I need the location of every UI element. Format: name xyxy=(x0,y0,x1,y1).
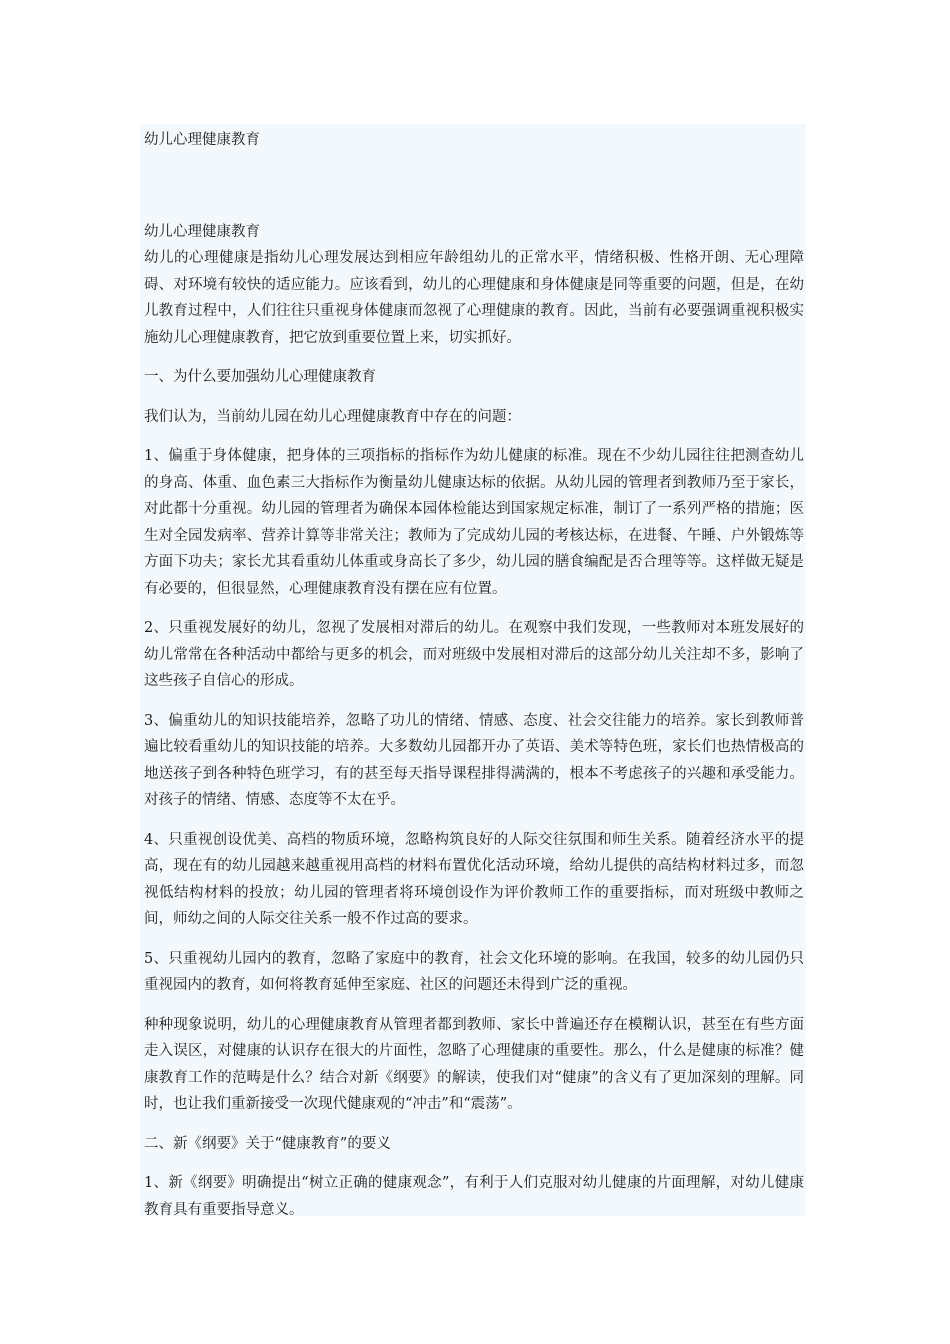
section-2-point-1: 1、新《纲要》明确提出“树立正确的健康观念”，有利于人们克服对幼儿健康的片面理解，对幼儿健康教育具有重要指导意义。 xyxy=(144,1175,804,1218)
section-1-summary: 种种现象说明，幼儿的心理健康教育从管理者都到教师、家长中普遍还存在模糊认识，甚至在有些方面走入误区，对健康的认识存在很大的片面性，忽略了心理健康的重要性。那么，什么是健康的标准？健康教育工作的范畴是什么？结合对新《纲要》的解读，使我们对“健康”的含义有了更加深刻的理解。同时，也让我们重新接受一次现代健康观的“冲击”和“震荡”。 xyxy=(144,1016,804,1112)
section-1-point-3: 3、偏重幼儿的知识技能培养，忽略了功儿的情绪、情感、态度、社会交往能力的培养。家长到教师普遍比较看重幼儿的知识技能的培养。大多数幼儿园都开办了英语、美术等特色班，家长们也热情极高的地送孩子到各种特色班学习，有的甚至每天指导课程排得满满的，根本不考虑孩子的兴趣和承受能力。对孩子的情绪、情感、态度等不太在乎。 xyxy=(144,712,804,808)
section-1-heading: 一、为什么要加强幼儿心理健康教育 xyxy=(144,369,376,385)
document-page xyxy=(140,124,806,1216)
section-1-lead: 我们认为，当前幼儿园在幼儿心理健康教育中存在的问题： xyxy=(144,408,521,425)
document-header-title: 幼儿心理健康教育 xyxy=(144,132,260,148)
section-1-point-4: 4、只重视创设优美、高档的物质环境，忽略构筑良好的人际交往氛围和师生关系。随着经济水平的提高，现在有的幼儿园越来越重视用高档的材料布置优化活动环境，给幼儿提供的高结构材料过多，而忽视低结构材料的投放；幼儿园的管理者将环境创设作为评价教师工作的重要指标，而对班级中教师之间，师幼之间的人际交往关系一般不作过高的要求。 xyxy=(144,831,804,927)
section-1-point-1: 1、偏重于身体健康，把身体的三项指标的指标作为幼儿健康的标准。现在不少幼儿园往往把测查幼儿的身高、体重、血色素三大指标作为衡量幼儿健康达标的依据。从幼儿园的管理者到教师乃至于家长，对此都十分重视。幼儿园的管理者为确保本园体检能达到国家规定标准，制订了一系列严格的措施；医生对全园发病率、营养计算等非常关注；教师为了完成幼儿园的考核达标，在进餐、午睡、户外锻炼等方面下功夫；家长尤其看重幼儿体重或身高长了多少，幼儿园的膳食编配是否合理等等。这样做无疑是有必要的，但很显然，心理健康教育没有摆在应有位置。 xyxy=(144,448,804,597)
section-1-point-5: 5、只重视幼儿园内的教育，忽略了家庭中的教育，社会文化环境的影响。在我国，较多的幼儿园仍只重视园内的教育，如何将教育延伸至家庭、社区的问题还未得到广泛的重视。 xyxy=(144,950,804,993)
intro-paragraph: 幼儿的心理健康是指幼儿心理发展达到相应年龄组幼儿的正常水平，情绪积极、性格开朗、无心理障碍、对环境有较快的适应能力。应该看到，幼儿的心理健康和身体健康是同等重要的问题，但是，在幼儿教育过程中，人们往往只重视身体健康而忽视了心理健康的教育。因此，当前有必要强调重视积极实施幼儿心理健康教育，把它放到重要位置上来，切实抓好。 xyxy=(144,250,804,346)
article-title: 幼儿心理健康教育 xyxy=(144,224,260,240)
section-1-point-2: 2、只重视发展好的幼儿，忽视了发展相对滞后的幼儿。在观察中我们发现，一些教师对本班发展好的幼儿常常在各种活动中都给与更多的机会，而对班级中发展相对滞后的这部分幼儿关注却不多，影响了这些孩子自信心的形成。 xyxy=(144,620,804,689)
section-2-heading: 二、新《纲要》关于“健康教育”的要义 xyxy=(144,1135,391,1152)
